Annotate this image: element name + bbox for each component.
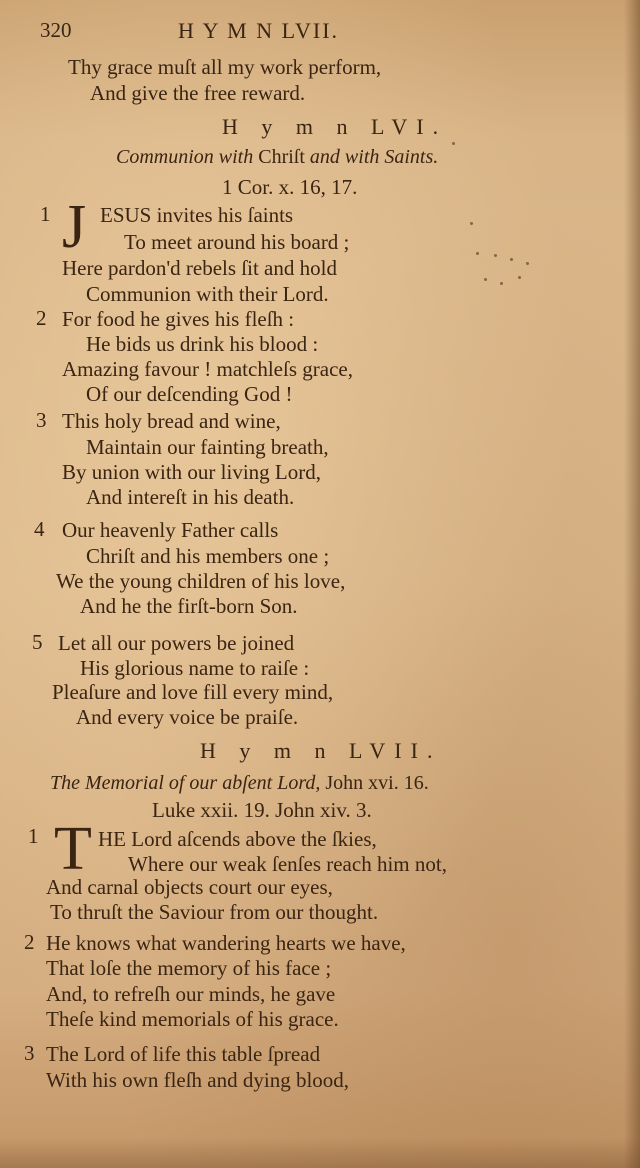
verse-number: 3 [36,408,47,432]
verse-number: 1 [28,824,39,848]
verse-line: Let all our powers be joined [58,631,295,655]
drop-cap: J [62,193,87,261]
page-bottom-shadow [0,1138,640,1168]
ink-speck [500,282,503,285]
verse-line: He knows what wandering hearts we have, [46,931,406,955]
verse-line: To meet around his board ; [124,230,350,254]
verse-number: 1 [40,202,51,226]
subtitle-italic: and with Saints. [309,146,439,168]
subtitle-italic: The Memorial of our abſent Lord, [50,772,321,794]
verse-line: By union with our living Lord, [62,460,321,484]
ink-speck [476,252,479,255]
verse-line: His glorious name to raiſe : [80,656,310,680]
verse-number: 5 [32,630,43,654]
ink-speck [526,262,529,265]
verse-number: 2 [36,306,47,330]
verse-line: HE Lord aſcends above the ſkies, [98,827,377,851]
verse-number: 4 [34,517,45,541]
verse-line: He bids us drink his blood : [86,332,319,356]
verse-line: Of our deſcending God ! [86,382,293,406]
continuation-line: Thy grace muſt all my work perform, [68,55,382,79]
ink-speck [510,258,513,261]
verse-line: And he the firſt-born Son. [80,594,298,618]
continuation-line: And give the free reward. [90,81,306,105]
verse-line: Pleaſure and love fill every mind, [52,680,334,704]
ink-speck [452,142,455,145]
page-number: 320 [40,18,72,42]
scripture-reference: Luke xxii. 19. John xiv. 3. [152,798,372,822]
subtitle-italic: Communion with [116,146,254,168]
running-head: H Y M N LVII. [178,18,340,43]
verse-line: We the young children of his love, [56,569,346,593]
verse-line: Our heavenly Father calls [62,518,279,542]
ink-speck [494,254,497,257]
verse-line: Maintain our fainting breath, [86,435,329,459]
hymn-title: H y m n LVI. [222,114,448,139]
verse-line: That loſe the memory of his face ; [46,956,332,980]
verse-number: 2 [24,930,35,954]
verse-line: For food he gives his fleſh : [62,307,295,331]
hymn-subtitle [50,772,429,795]
verse-line: Communion with their Lord. [86,282,329,306]
verse-line: Here pardon'd rebels ſit and hold [62,256,337,280]
verse-line: Amazing favour ! matchleſs grace, [62,357,353,381]
page-edge-shadow [624,0,640,1168]
verse-line: Theſe kind memorials of his grace. [46,1007,339,1031]
hymn-subtitle [116,146,438,169]
ink-speck [518,276,521,279]
subtitle-roman: John xvi. 16. [325,772,429,794]
verse-line: And every voice be praiſe. [76,705,299,729]
scripture-reference: 1 Cor. x. 16, 17. [222,175,358,199]
verse-line: The Lord of life this table ſpread [46,1042,321,1066]
verse-line: Where our weak ſenſes reach him not, [128,852,447,876]
verse-line: And carnal objects court our eyes, [46,875,333,899]
hymn-title: H y m n LVII. [200,738,442,763]
verse-line: ESUS invites his ſaints [100,203,294,227]
verse-line: With his own fleſh and dying blood, [46,1068,350,1092]
drop-cap: T [54,815,92,883]
subtitle-roman: Chriſt [258,146,305,168]
verse-line: Chriſt and his members one ; [86,544,330,568]
ink-speck [484,278,487,281]
ink-speck [470,222,473,225]
verse-line: This holy bread and wine, [62,409,281,433]
verse-line: To thruſt the Saviour from our thought. [50,900,379,924]
verse-line: And, to refreſh our minds, he gave [46,982,336,1006]
verse-number: 3 [24,1041,35,1065]
verse-line: And intereſt in his death. [86,485,295,509]
